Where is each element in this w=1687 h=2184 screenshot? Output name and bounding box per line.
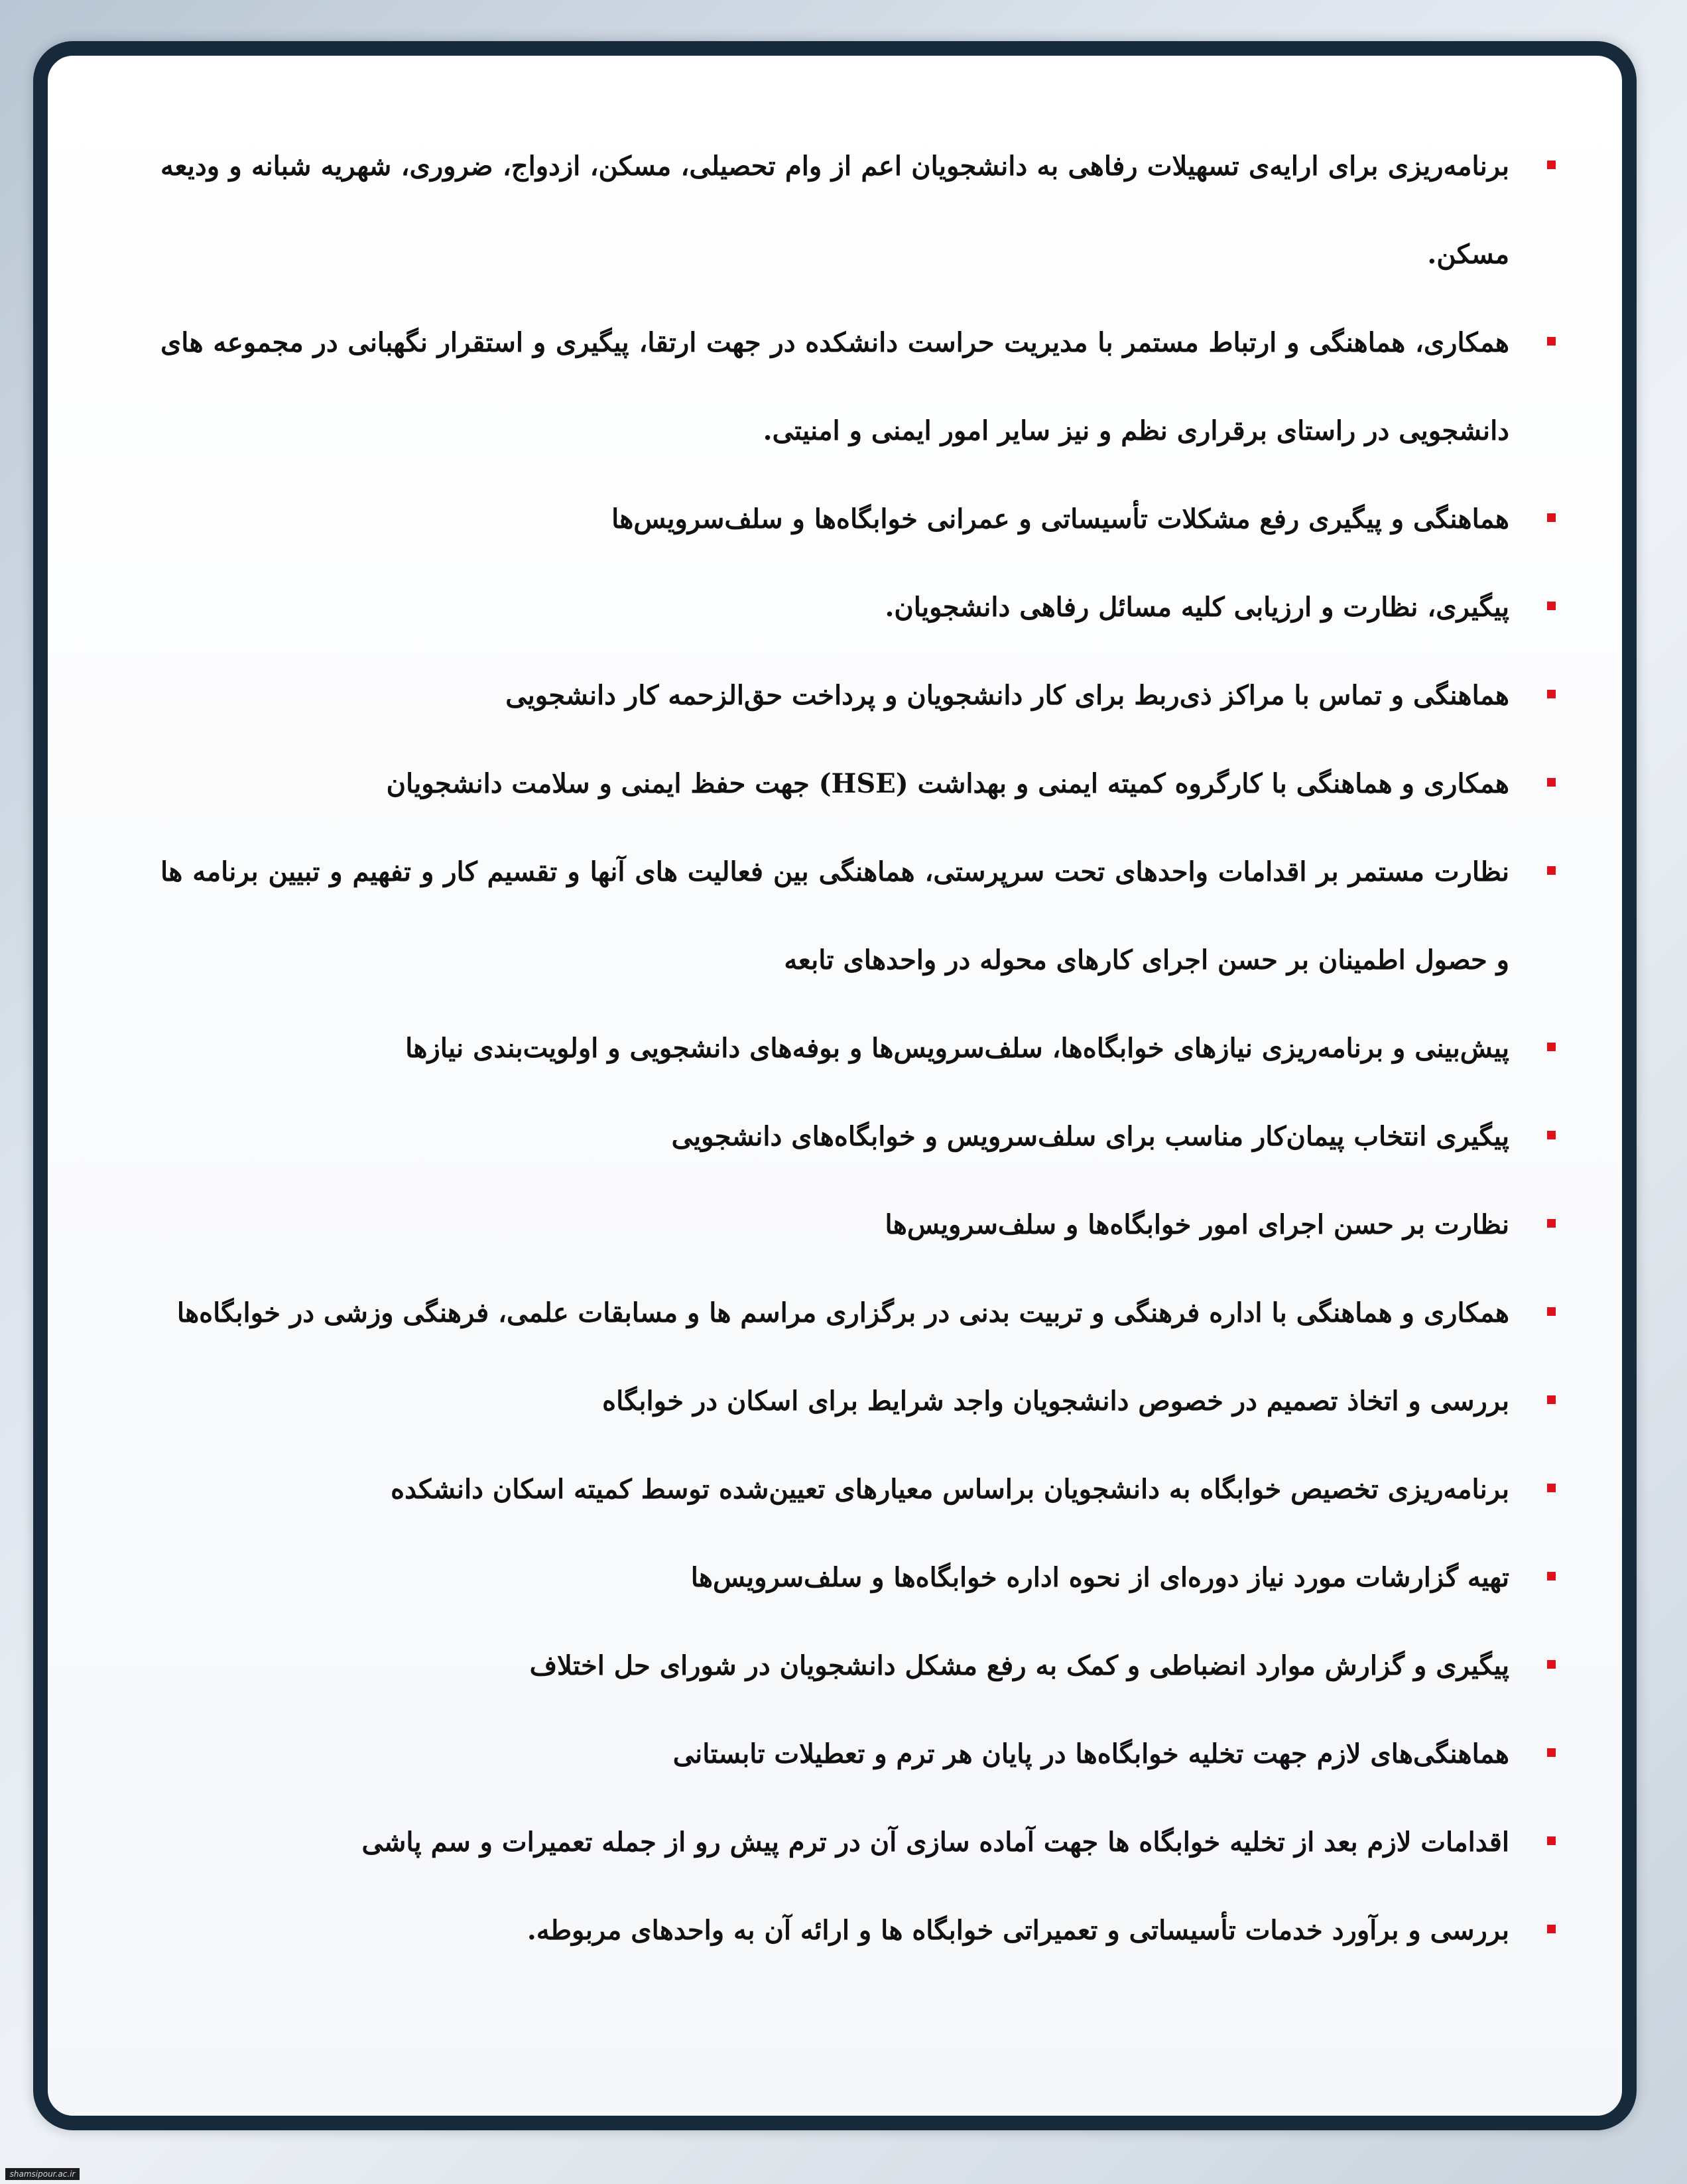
list-item	[160, 1269, 1509, 1357]
list-item-text: همکاری، هماهنگی و ارتباط مستمر با مدیریت حراست دانشکده در جهت ارتقا، پیگیری و استقرار نگهبانی در مجموعه های دانشجویی در راستای برقراری نظم و نیز سایر امور ایمنی و امنیتی.	[160, 327, 1509, 446]
list-item	[160, 1622, 1509, 1710]
content-frame	[33, 41, 1637, 2130]
list-item	[160, 1357, 1509, 1445]
bullet-icon	[1547, 1131, 1556, 1139]
bullet-icon	[1547, 1043, 1556, 1051]
list-item-text: پیگیری انتخاب پیمان‌کار مناسب برای سلف‌سرویس و خوابگاه‌های دانشجویی	[671, 1121, 1509, 1152]
list-item	[160, 1092, 1509, 1181]
bullet-icon	[1547, 161, 1556, 169]
list-item	[160, 298, 1509, 475]
list-item	[160, 651, 1509, 739]
bullet-icon	[1547, 1395, 1556, 1404]
list-item-text: همکاری و هماهنگی با اداره فرهنگی و تربیت بدنی در برگزاری مراسم ها و مسابقات علمی، فرهنگی وزشی در خوابگاه‌ها	[176, 1297, 1509, 1328]
site-watermark: shamsipour.ac.ir	[5, 2168, 80, 2180]
list-item	[160, 1533, 1509, 1622]
bullet-icon	[1547, 513, 1556, 522]
list-item-text: پیش‌بینی و برنامه‌ریزی نیازهای خوابگاه‌ها، سلف‌سرویس‌ها و بوفه‌های دانشجویی و اولویت‌بندی نیازها	[405, 1033, 1509, 1064]
duties-list	[160, 122, 1509, 1974]
list-item-text: برنامه‌ریزی برای ارایه‌ی تسهیلات رفاهی به دانشجویان اعم از وام تحصیلی، مسکن، ازدواج، ضروری، شهریه شبانه و ودیعه مسکن.	[160, 151, 1509, 270]
bullet-icon	[1547, 1836, 1556, 1845]
list-item-text: اقدامات لازم بعد از تخلیه خوابگاه ها جهت آماده سازی آن در ترم پیش رو از جمله تعمیرات و سم پاشی	[361, 1827, 1509, 1858]
list-item-text: نظارت مستمر بر اقدامات واحدهای تحت سرپرستی، هماهنگی بین فعالیت های آنها و تقسیم کار و تفهیم و تبیین برنامه ها و حصول اطمینان بر حسن اجرای کارهای محوله در واحدهای تابعه	[160, 856, 1509, 976]
list-item	[160, 122, 1509, 298]
bullet-icon	[1547, 866, 1556, 875]
list-item-text: هماهنگی‌های لازم جهت تخلیه خوابگاه‌ها در پایان هر ترم و تعطیلات تابستانی	[672, 1738, 1509, 1769]
list-item	[160, 1710, 1509, 1798]
bullet-icon	[1547, 602, 1556, 610]
list-item	[160, 1886, 1509, 1974]
bullet-icon	[1547, 337, 1556, 346]
list-item-text: تهیه گزارشات مورد نیاز دوره‌ای از نحوه اداره خوابگاه‌ها و سلف‌سرویس‌ها	[690, 1562, 1509, 1593]
bullet-icon	[1547, 778, 1556, 787]
list-item-text: برنامه‌ریزی تخصیص خوابگاه به دانشجویان براساس معیارهای تعیین‌شده توسط کمیته اسکان دانشکده	[391, 1474, 1509, 1505]
list-item-text: هماهنگی و پیگیری رفع مشکلات تأسیساتی و عمرانی خوابگاه‌ها و سلف‌سرویس‌ها	[611, 503, 1509, 535]
bullet-icon	[1547, 690, 1556, 698]
list-item-text: بررسی و اتخاذ تصمیم در خصوص دانشجویان واجد شرایط برای اسکان در خوابگاه	[602, 1385, 1509, 1417]
list-item-text: پیگیری، نظارت و ارزیابی کلیه مسائل رفاهی دانشجویان.	[885, 592, 1509, 623]
list-item-text: هماهنگی و تماس با مراکز ذی‌ربط برای کار دانشجویان و پرداخت حق‌الزحمه کار دانشجویی	[505, 680, 1509, 711]
list-item-text: نظارت بر حسن اجرای امور خوابگاه‌ها و سلف‌سرویس‌ها	[885, 1209, 1509, 1240]
list-item	[160, 1004, 1509, 1092]
bullet-icon	[1547, 1219, 1556, 1228]
bullet-icon	[1547, 1484, 1556, 1492]
list-item-text: بررسی و برآورد خدمات تأسیساتی و تعمیراتی خوابگاه ها و ارائه آن به واحدهای مربوطه.	[527, 1915, 1509, 1946]
list-item	[160, 739, 1509, 828]
list-item	[160, 1798, 1509, 1886]
list-item	[160, 475, 1509, 563]
bullet-icon	[1547, 1660, 1556, 1669]
bullet-icon	[1547, 1925, 1556, 1933]
list-item	[160, 1181, 1509, 1269]
bullet-icon	[1547, 1748, 1556, 1757]
bullet-icon	[1547, 1307, 1556, 1316]
list-item	[160, 1445, 1509, 1533]
list-item	[160, 828, 1509, 1004]
list-item-text: پیگیری و گزارش موارد انضباطی و کمک به رفع مشکل دانشجویان در شورای حل اختلاف	[529, 1650, 1509, 1681]
bullet-icon	[1547, 1572, 1556, 1580]
list-item	[160, 563, 1509, 651]
list-item-text: همکاری و هماهنگی با کارگروه کمیته ایمنی و بهداشت (HSE) جهت حفظ ایمنی و سلامت دانشجویان	[386, 768, 1509, 799]
